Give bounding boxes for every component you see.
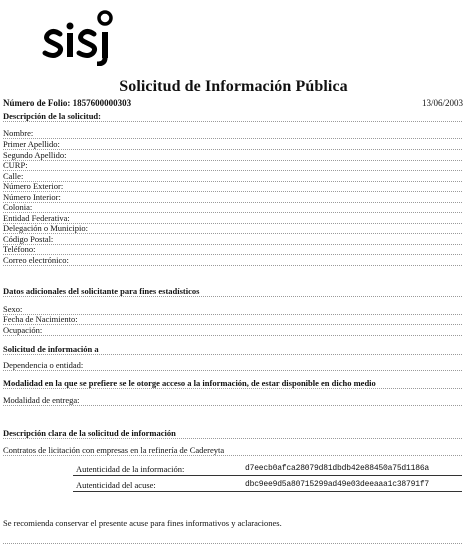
field-nombre: Nombre: [3,129,462,139]
document-title: Solicitud de Información Pública [119,78,348,95]
field-entidad-federativa: Entidad Federativa: [3,214,462,224]
autenticidad-informacion-label: Autenticidad de la información: [76,464,185,474]
field-telefono: Teléfono: [3,245,462,255]
autenticidad-acuse-row [73,479,462,492]
section-descripcion-clara: Descripción clara de la solicitud de información [3,428,176,438]
autenticidad-acuse-value: dbc9ee9d5a80715299ad49e03deeaaa1c38791f7 [245,480,430,489]
autenticidad-informacion-row [73,463,462,476]
divider [3,438,462,439]
field-segundo-apellido: Segundo Apellido: [3,151,462,161]
field-ocupacion: Ocupación: [3,326,462,336]
footer-note: Se recomienda conservar el presente acuse para fines informativos y aclaraciones. [3,518,282,528]
field-dependencia: Dependencia o entidad: [3,361,462,371]
autenticidad-informacion-value: d7eecb0afca28079d81dbdb42e88450a75d1186a [245,464,430,473]
autenticidad-acuse-label: Autenticidad del acuse: [76,480,156,490]
field-colonia: Colonia: [3,203,462,213]
section-modalidad: Modalidad en la que se prefiere se le otorge acceso a la información, de estar disponible en dicho medio [3,378,376,388]
section-datos-adicionales: Datos adicionales del solicitante para fines estadísticos [3,286,200,296]
document-date: 13/06/2003 [421,98,463,108]
field-codigo-postal: Código Postal: [3,235,462,245]
field-curp: CURP: [3,161,462,171]
sisi-logo [42,8,128,66]
field-numero-exterior: Número Exterior: [3,182,462,192]
divider [3,121,462,122]
field-sexo: Sexo: [3,305,462,315]
folio-number: Número de Folio: 1857600000303 [3,98,132,108]
field-calle: Calle: [3,172,462,182]
field-primer-apellido: Primer Apellido: [3,140,462,150]
field-numero-interior: Número Interior: [3,193,462,203]
section-solicitud-a: Solicitud de información a [3,344,99,354]
sisi-logo-graphic [42,8,128,66]
divider [3,543,462,544]
divider [3,296,462,297]
descripcion-text: Contratos de licitación con empresas en la refinería de Cadereyta [3,446,462,456]
divider [3,388,462,389]
field-correo: Correo electrónico: [3,256,462,266]
section-descripcion: Descripción de la solicitud: [3,111,101,121]
field-fecha-nacimiento: Fecha de Nacimiento: [3,315,462,325]
field-modalidad-entrega: Modalidad de entrega: [3,396,462,406]
field-delegacion: Delegación o Municipio: [3,224,462,234]
divider [3,354,462,355]
